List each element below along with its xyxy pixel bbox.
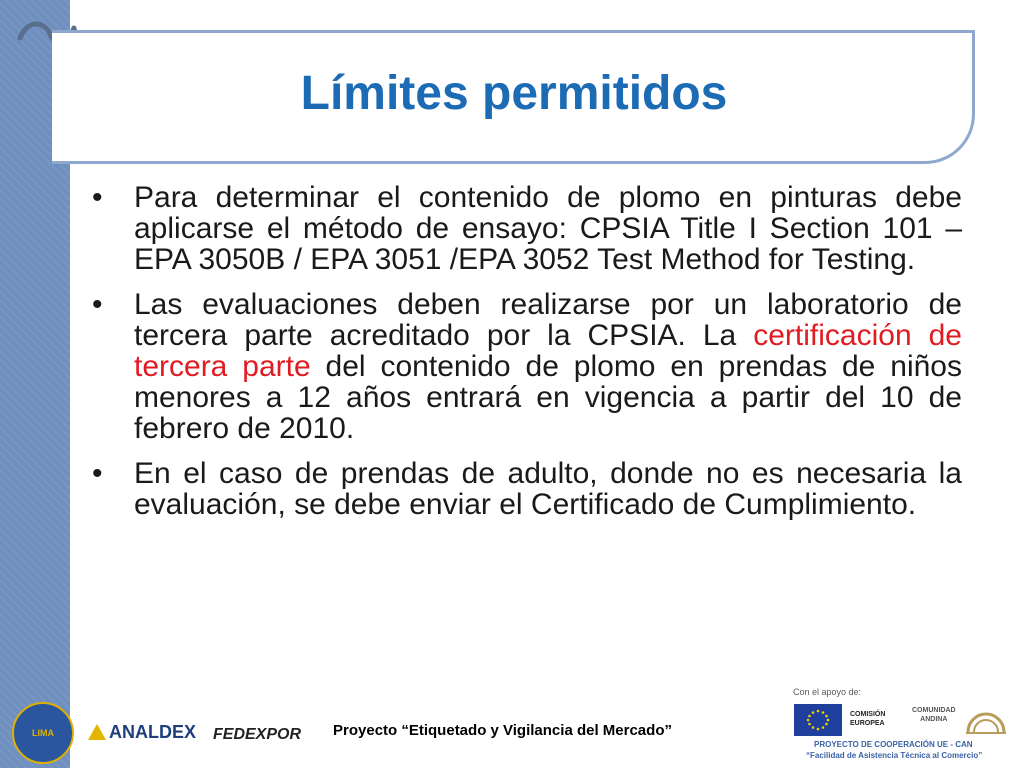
- slide-content: [92, 182, 962, 534]
- slide-title: Límites permitidos: [300, 67, 728, 120]
- bullet-item: [92, 458, 962, 520]
- camara-comercio-logo: LIMA: [12, 702, 74, 764]
- eu-logo-text: COMISIÓN EUROPEA: [850, 711, 886, 727]
- cooperation-line-2: “Facilidad de Asistencia Técnica al Comercio”: [806, 751, 983, 760]
- bullet-marker: •: [92, 288, 103, 321]
- bullet-text: En el caso de prendas de adulto, donde no es necesaria la evaluación, se debe enviar el Certificado de Cumplimiento.: [134, 457, 962, 521]
- eu-flag-icon: [794, 704, 842, 736]
- support-label: Con el apoyo de:: [793, 687, 862, 697]
- cooperation-line-1: PROYECTO DE COOPERACIÓN UE - CAN: [814, 740, 973, 749]
- fedexpor-logo: FEDEXPOR: [213, 726, 302, 743]
- bullet-text-after: del contenido de plomo en prendas de niños menores a 12 años entrará en vigencia a partir del 10 de febrero de 2010.: [134, 350, 962, 445]
- project-name: Proyecto “Etiquetado y Vigilancia del Mercado”: [333, 722, 672, 739]
- bullet-highlight: certificación de tercera parte: [134, 319, 962, 383]
- bullet-item: [92, 182, 962, 275]
- bullet-text-before: Las evaluaciones deben realizarse por un laboratorio de tercera parte acreditado por la CPSIA. La: [134, 288, 962, 352]
- bullet-text: Para determinar el contenido de plomo en pinturas debe aplicarse el método de ensayo: CPSIA Title I Section 101 – EPA 3050B / EPA 3051 /EPA 3052 Test Method for Testing.: [134, 181, 962, 276]
- analdex-logo: ANALDEX: [88, 722, 196, 743]
- bullet-marker: •: [92, 181, 103, 214]
- analdex-triangle-icon: [88, 724, 106, 740]
- bullet-marker: •: [92, 457, 103, 490]
- bullet-item: [92, 289, 962, 444]
- can-arch-icon: [962, 700, 1010, 736]
- can-logo-text: COMUNIDAD ANDINA: [912, 707, 956, 723]
